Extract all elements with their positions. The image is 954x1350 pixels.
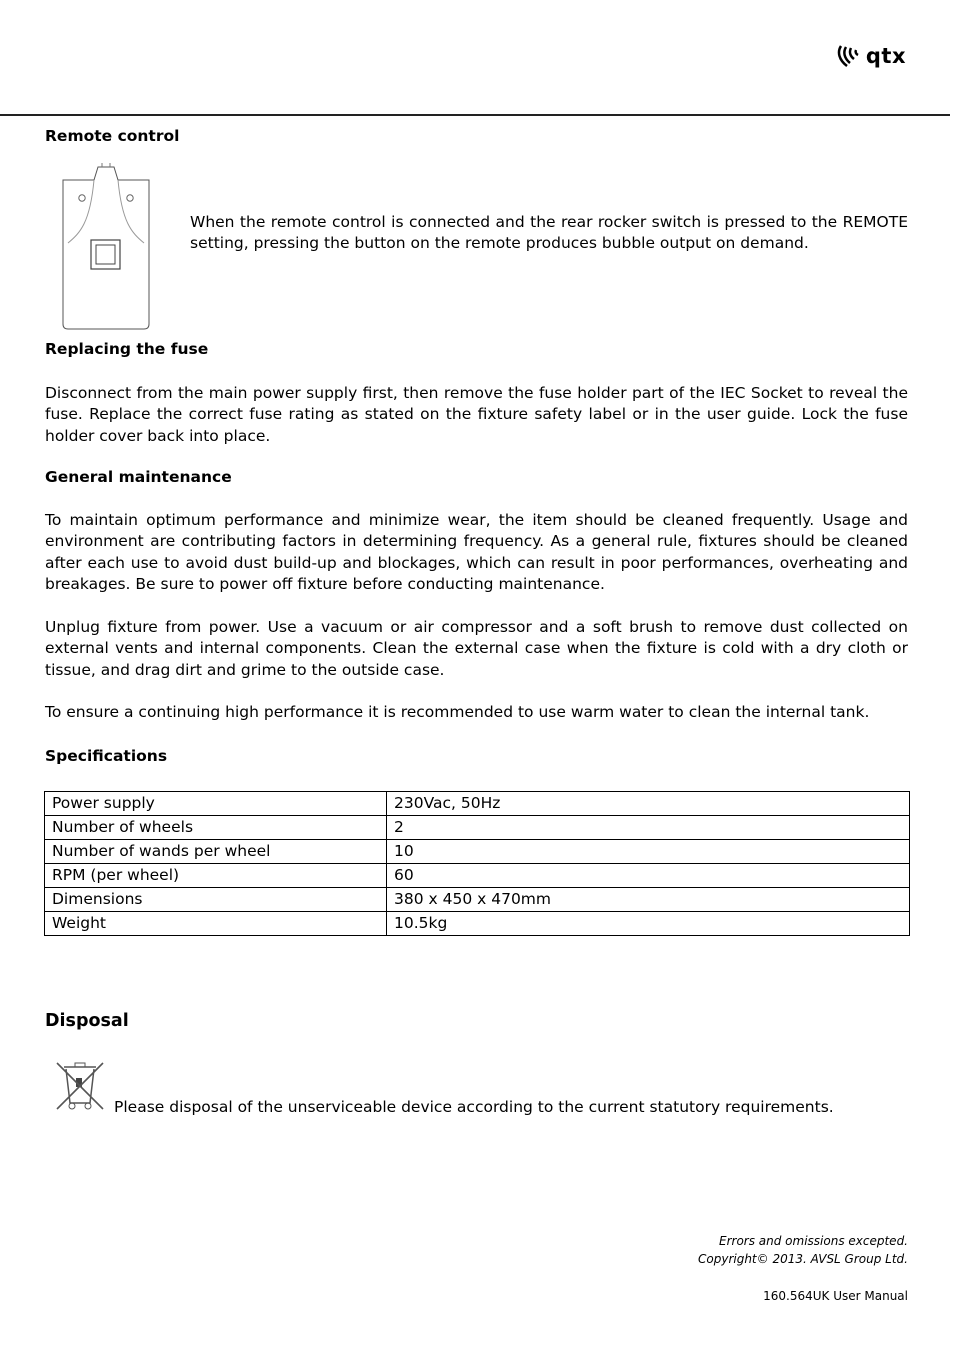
maintenance-paragraph-3: To ensure a continuing high performance it is recommended to use warm water to clean the internal tank. [45, 703, 870, 721]
footer-copyright: Copyright© 2013. AVSL Group Ltd. [698, 1252, 908, 1266]
spec-value: 60 [387, 864, 910, 888]
spec-value: 380 x 450 x 470mm [387, 888, 910, 912]
maintenance-heading: General maintenance [45, 468, 232, 486]
disposal-heading: Disposal [45, 1011, 129, 1031]
header-divider [0, 114, 950, 116]
spec-value: 10 [387, 840, 910, 864]
spec-label: Power supply [45, 792, 387, 816]
spec-label: RPM (per wheel) [45, 864, 387, 888]
weee-bin-icon [53, 1059, 107, 1113]
table-row [45, 912, 910, 936]
remote-text: When the remote control is connected and the rear rocker switch is pressed to the REMOTE setting, pressing the button on the remote produces bubble output on demand. [190, 213, 908, 253]
qtx-waves-icon [837, 44, 863, 68]
table-row [45, 840, 910, 864]
remote-heading: Remote control [45, 127, 180, 145]
specs-heading: Specifications [45, 747, 168, 765]
remote-control-illustration [60, 163, 152, 331]
spec-label: Number of wands per wheel [45, 840, 387, 864]
spec-value: 230Vac, 50Hz [387, 792, 910, 816]
maintenance-paragraph-2: Unplug fixture from power. Use a vacuum or air compressor and a soft brush to remove dust collected on external vents and internal components. Clean the external case when the fixture is cold with a dry cloth or tissue, and drag dirt and grime to the outside case. [45, 618, 908, 679]
spec-value: 2 [387, 816, 910, 840]
brand-logo [837, 44, 906, 68]
footer-manual-id: 160.564UK User Manual [763, 1289, 908, 1303]
fuse-heading: Replacing the fuse [45, 340, 209, 358]
maintenance-paragraph-1: To maintain optimum performance and minimize wear, the item should be cleaned frequently. Usage and environment are contributing factors in determining frequency. As a general rule, fixtures should be cleaned after each use to avoid dust build-up and blockages, which can result in poor performances, overheating and breakages. Be sure to power off fixture before conducting maintenance. [45, 511, 908, 593]
spec-value: 10.5kg [387, 912, 910, 936]
spec-label: Number of wheels [45, 816, 387, 840]
table-row [45, 888, 910, 912]
footer-errors: Errors and omissions excepted. [719, 1234, 908, 1248]
table-row [45, 864, 910, 888]
fuse-text: Disconnect from the main power supply first, then remove the fuse holder part of the IEC Socket to reveal the fuse. Replace the correct fuse rating as stated on the fixture safety label or in the user guide. Lock the fuse holder cover back into place. [45, 384, 908, 445]
specs-table [44, 791, 910, 936]
disposal-text: Please disposal of the unserviceable device according to the current statutory requirements. [114, 1098, 834, 1116]
logo-text: qtx [865, 44, 906, 68]
spec-label: Weight [45, 912, 387, 936]
spec-label: Dimensions [45, 888, 387, 912]
table-row [45, 816, 910, 840]
table-row [45, 792, 910, 816]
